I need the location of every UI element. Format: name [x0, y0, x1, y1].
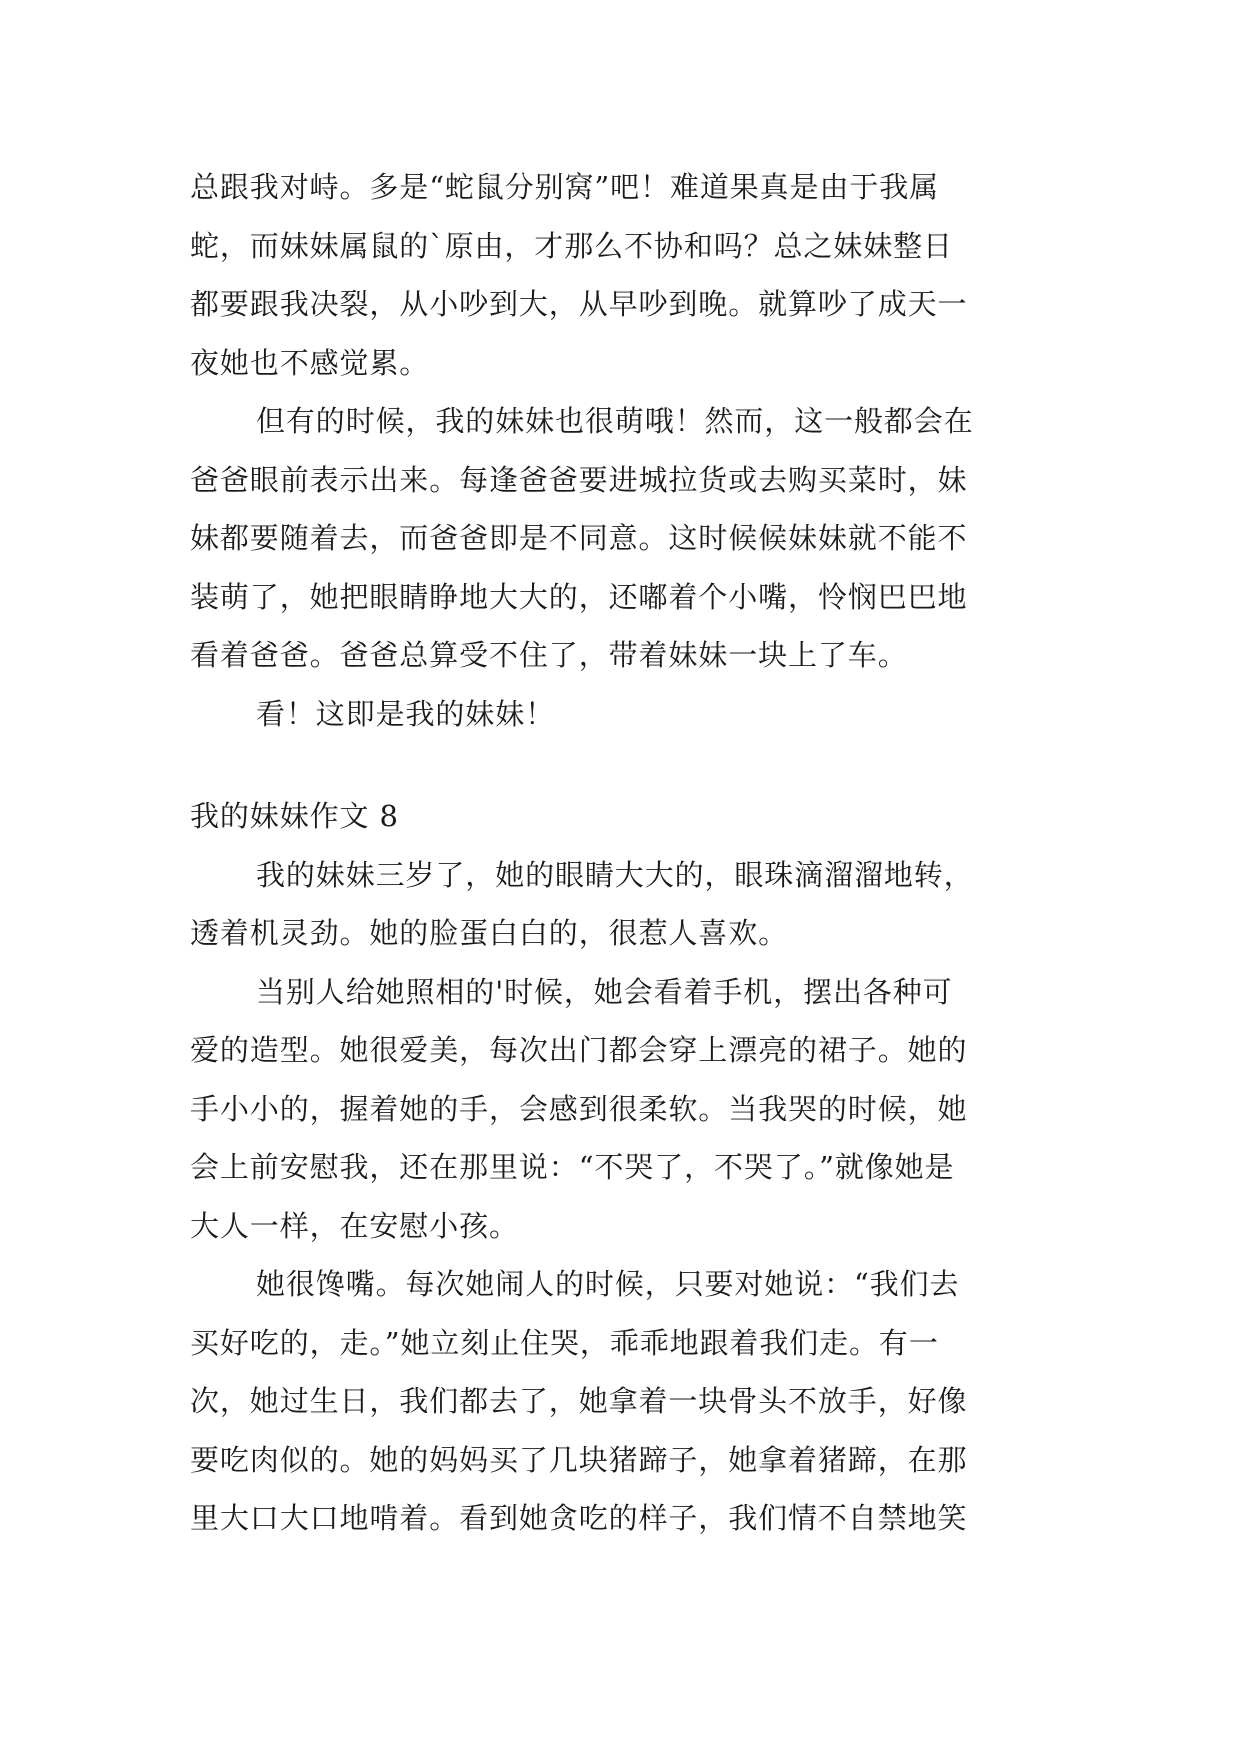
paragraph: [190, 685, 1050, 744]
text-line: 妹都要随着去，而爸爸即是不同意。这时候候妹妹就不能不: [190, 521, 968, 555]
text-line: 她很馋嘴。每次她闹人的时候，只要对她说：“我们去: [256, 1267, 960, 1301]
paragraph: [190, 963, 1050, 1256]
text-line: 都要跟我决裂，从小吵到大，从早吵到晚。就算吵了成天一: [190, 287, 968, 321]
text-line: 次，她过生日，我们都去了，她拿着一块骨头不放手，好像: [190, 1384, 968, 1418]
text-line: 我的妹妹三岁了，她的眼睛大大的，眼珠滴溜溜地转，: [256, 857, 974, 892]
text-line: 蛇，而妹妹属鼠的`原由，才那么不协和吗？总之妹妹整日: [190, 228, 953, 263]
paragraph: [190, 846, 1050, 963]
section-spacer: [190, 743, 1050, 787]
text-line: 透着机灵劲。她的脸蛋白白的，很惹人喜欢。: [190, 916, 789, 950]
text-line: 买好吃的，走。”她立刻止住哭，乖乖地跟着我们走。有一: [190, 1325, 939, 1360]
text-line: 总跟我对峙。多是“蛇鼠分别窝”吧！难道果真是由于我属: [190, 170, 940, 204]
text-line: 爱的造型。她很爱美，每次出门都会穿上漂亮的裙子。她的: [190, 1033, 968, 1067]
document-body: [190, 158, 1050, 1548]
paragraph: [190, 392, 1050, 685]
text-line: 爸爸眼前表示出来。每逢爸爸要进城拉货或去购买菜时，妹: [190, 462, 968, 497]
text-line: 要吃肉似的。她的妈妈买了几块猪蹄子，她拿着猪蹄，在那: [190, 1442, 968, 1477]
text-line: 里大口大口地啃着。看到她贪吃的样子，我们情不自禁地笑: [190, 1501, 968, 1535]
text-line: 手小小的，握着她的手，会感到很柔软。当我哭的时候，她: [190, 1091, 968, 1126]
text-line: 装萌了，她把眼睛睁地大大的，还嘟着个小嘴，怜悯巴巴地: [190, 579, 968, 614]
text-line: 夜她也不感觉累。: [190, 345, 430, 380]
section-title: 我的妹妹作文 8: [190, 799, 399, 833]
paragraph: [190, 158, 1050, 392]
paragraph: [190, 1255, 1050, 1548]
text-line: 但有的时候，我的妹妹也很萌哦！然而，这一般都会在: [256, 404, 974, 438]
text-line: 会上前安慰我，还在那里说：“不哭了，不哭了。”就像她是: [190, 1150, 955, 1184]
text-line: 看着爸爸。爸爸总算受不住了，带着妹妹一块上了车。: [190, 638, 908, 672]
text-line: 看！这即是我的妹妹！: [256, 696, 556, 731]
text-line: 大人一样，在安慰小孩。: [190, 1208, 519, 1243]
text-line: 当别人给她照相的'时候，她会看着手机，摆出各种可: [256, 974, 953, 1009]
